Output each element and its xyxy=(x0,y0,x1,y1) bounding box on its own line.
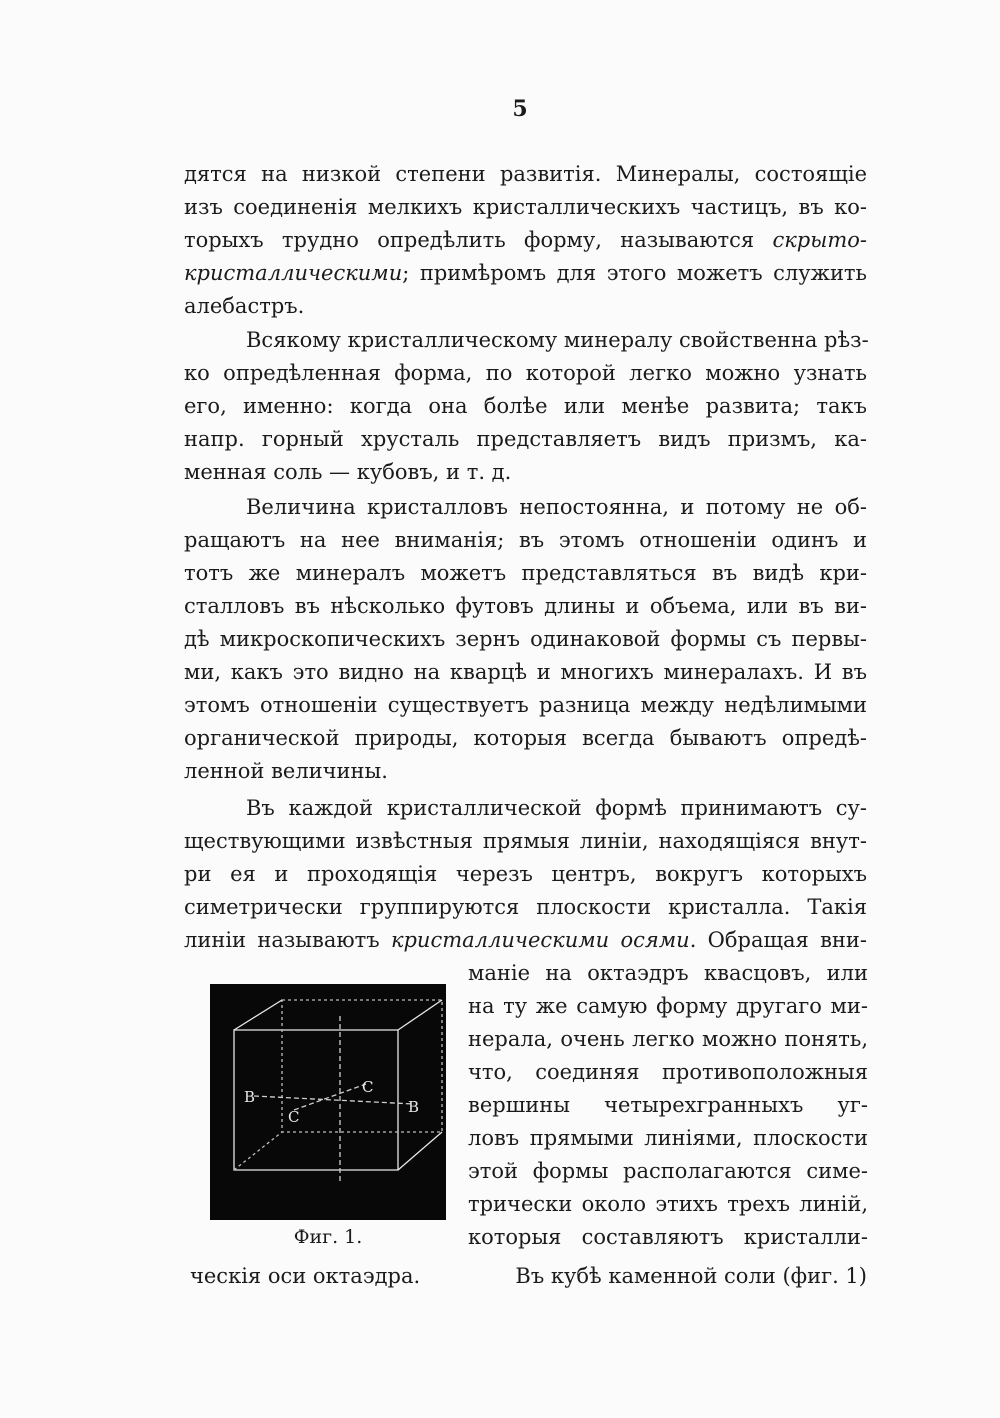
text-line: сталловъ въ нѣсколько футовъ длины и объема, или въ ви- xyxy=(184,594,867,618)
text-line: алебастръ. xyxy=(184,294,305,318)
text-line: линіи называютъ кристаллическими осями. Обращая вни- xyxy=(184,928,867,952)
text-line: ловъ прямыми линіями, плоскости xyxy=(468,1126,868,1150)
text-line: этой формы располагаются симе- xyxy=(468,1159,868,1183)
text-line: Въ каждой кристаллической формѣ принимаютъ су- xyxy=(246,796,867,820)
text-line: симетрически группируются плоскости кристалла. Такія xyxy=(184,895,867,919)
text-line: его, именно: когда она болѣе или менѣе развита; такъ xyxy=(184,394,867,418)
text-line: ществующими извѣстныя прямыя линіи, находящіяся внут- xyxy=(184,829,867,853)
page-number: 5 xyxy=(512,96,528,122)
cube-figure xyxy=(210,984,446,1220)
text-line: органической природы, которыя всегда бываютъ опредѣ- xyxy=(184,726,867,750)
text-line: тотъ же минералъ можетъ представляться въ видѣ кри- xyxy=(184,561,867,585)
text-line: ческія оси октаэдра. xyxy=(190,1264,421,1288)
text-line: ленной величины. xyxy=(184,759,388,783)
label-b-right: B xyxy=(408,1098,420,1116)
text-line: Всякому кристаллическому минералу свойственна рѣз- xyxy=(246,328,869,352)
label-c-front: C xyxy=(288,1108,300,1126)
text-line: ко опредѣленная форма, по которой легко можно узнать xyxy=(184,361,867,385)
text-line: менная соль — кубовъ, и т. д. xyxy=(184,460,512,484)
label-c-back: C xyxy=(362,1078,374,1096)
text-line: изъ соединенія мелкихъ кристаллическихъ частицъ, въ ко- xyxy=(184,195,867,219)
text-line: ми, какъ это видно на кварцѣ и многихъ минералахъ. И въ xyxy=(184,660,867,684)
text-line: кристаллическими; примѣромъ для этого можетъ служить xyxy=(184,261,867,285)
axis-b-line xyxy=(254,1096,414,1104)
axis-c-line xyxy=(294,1084,366,1110)
cube-front-face xyxy=(234,1030,398,1170)
text-line: нерала, очень легко можно понять, xyxy=(468,1027,868,1051)
text-line: дѣ микроскопическихъ зернъ одинаковой формы съ первы- xyxy=(184,627,867,651)
text-line: что, соединяя противоположныя xyxy=(468,1060,868,1084)
text-line: маніе на октаэдръ квасцовъ, или xyxy=(468,961,868,985)
text-line: дятся на низкой степени развитія. Минералы, состоящіе xyxy=(184,162,867,186)
text-line: вершины четырехгранныхъ уг- xyxy=(468,1093,868,1117)
label-b-left: B xyxy=(244,1088,256,1106)
text-line: Въ кубѣ каменной соли (фиг. 1) xyxy=(515,1264,867,1288)
text-line: которыя составляютъ кристалли- xyxy=(468,1225,868,1249)
text-line: трически около этихъ трехъ линій, xyxy=(468,1192,868,1216)
text-line: Величина кристалловъ непостоянна, и потому не об- xyxy=(246,495,867,519)
text-line: ращаютъ на нее вниманія; въ этомъ отношеніи одинъ и xyxy=(184,528,867,552)
text-line: на ту же самую форму другаго ми- xyxy=(468,994,868,1018)
text-line: ри ея и проходящія черезъ центръ, вокругъ которыхъ xyxy=(184,862,867,886)
text-line: торыхъ трудно опредѣлить форму, называются скрыто- xyxy=(184,228,867,252)
text-line: этомъ отношеніи существуетъ разница между недѣлимыми xyxy=(184,693,867,717)
figure-caption: Фиг. 1. xyxy=(293,1226,363,1248)
cube-diagram xyxy=(210,984,446,1220)
text-line: напр. горный хрусталь представляетъ видъ призмъ, ка- xyxy=(184,427,867,451)
